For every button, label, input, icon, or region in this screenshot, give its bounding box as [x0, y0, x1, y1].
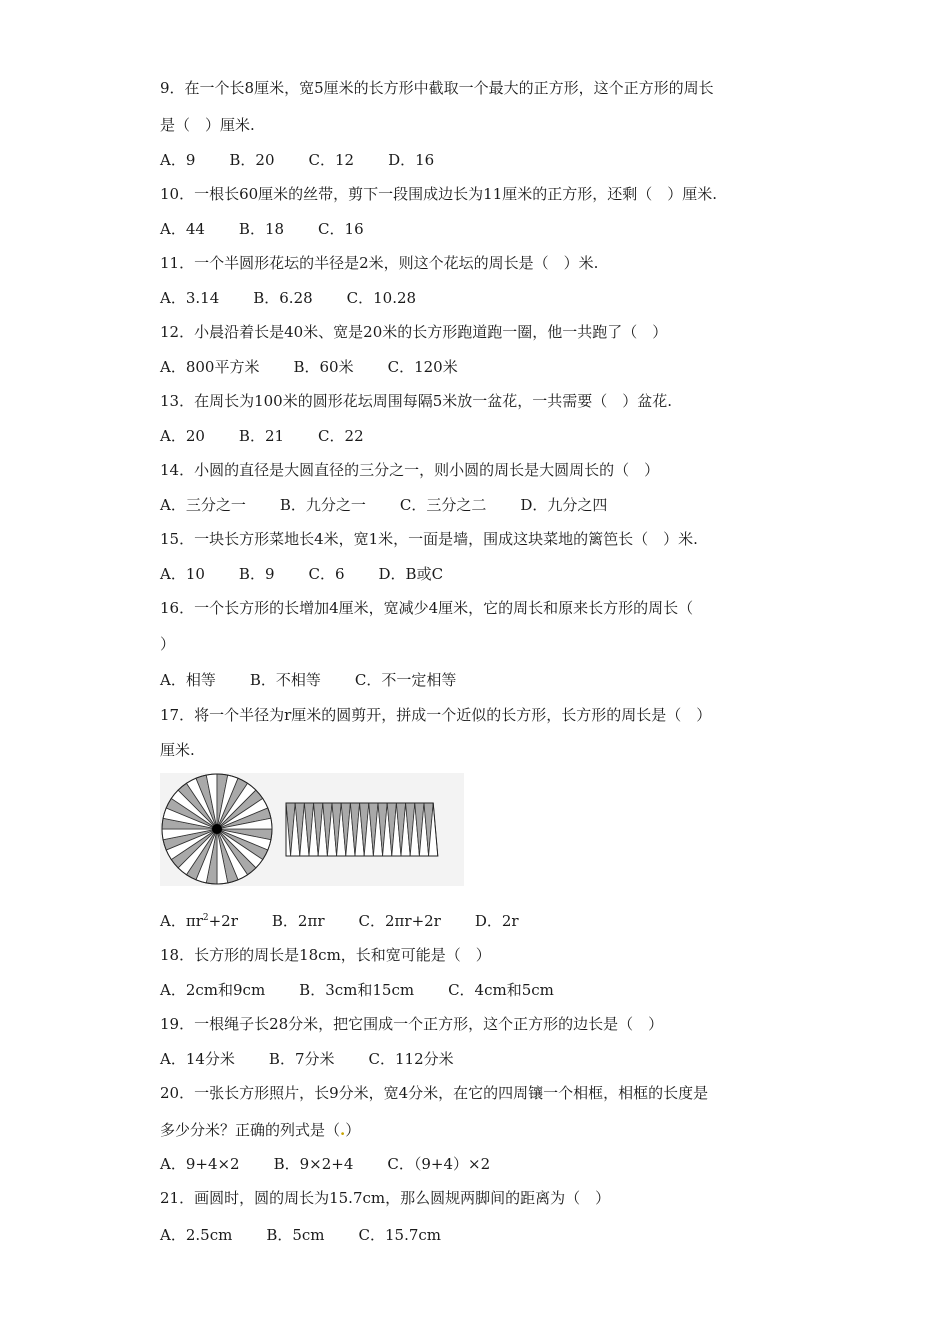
option-b: B．18 [238, 220, 285, 238]
question-9-options [160, 150, 434, 170]
option-c: C．（9+4）×2 [387, 1155, 491, 1173]
option-b: B．九分之一 [279, 496, 366, 514]
question-19-stem: 19．一根绳子长28分米，把它围成一个正方形，这个正方形的边长是（ ） [160, 1015, 664, 1033]
option-a: A．2cm和9cm [160, 981, 266, 999]
question-9-stem-line-1: 9．在一个长8厘米，宽5厘米的长方形中截取一个最大的正方形，这个正方形的周长 [160, 79, 714, 97]
option-d: D．九分之四 [520, 496, 608, 514]
option-a-exponent: 2 [202, 913, 209, 923]
question-10-stem: 10．一根长60厘米的丝带，剪下一段围成边长为11厘米的正方形，还剩（ ）厘米. [160, 185, 718, 203]
question-21-stem: 21．画圆时，圆的周长为15.7cm，那么圆规两脚间的距离为（ ） [160, 1189, 611, 1207]
question-17-stem-line-1: 17．将一个半径为r厘米的圆剪开，拼成一个近似的长方形，长方形的周长是（ ） [160, 706, 712, 724]
option-c: C．112分米 [368, 1050, 454, 1068]
option-a: A．相等 [160, 671, 216, 689]
option-a: A．10 [160, 565, 205, 583]
option-a: A．9+4×2 [160, 1155, 240, 1173]
option-b: B．3cm和15cm [299, 981, 415, 999]
option-a: A．2.5cm [160, 1226, 233, 1244]
option-b: B．21 [238, 427, 285, 445]
question-16-stem-line-2: ） [160, 635, 176, 653]
question-18-stem: 18．长方形的周长是18cm，长和宽可能是（ ） [160, 946, 491, 964]
option-b: B．不相等 [249, 671, 321, 689]
option-a: A．3.14 [160, 289, 220, 307]
question-11-options [160, 288, 416, 308]
question-20-stem-close: ） [345, 1121, 361, 1139]
option-d: D．2r [474, 912, 519, 930]
option-c: C．6 [308, 565, 345, 583]
question-9-stem-line-2: 是（ ）厘米. [160, 116, 255, 134]
option-a-suffix: +2r [208, 912, 238, 930]
option-b: B．20 [229, 151, 275, 169]
question-20-stem-line-1: 20．一张长方形照片，长9分米，宽4分米，在它的四周镶一个相框，相框的长度是 [160, 1084, 709, 1102]
option-a [160, 912, 238, 930]
option-c: C．不一定相等 [354, 671, 457, 689]
circle-center-dot [212, 824, 222, 834]
question-20-stem-line-2 [160, 1120, 360, 1140]
option-c: C．2πr+2r [358, 912, 441, 930]
figure-svg [160, 773, 464, 886]
question-15-options [160, 564, 443, 584]
option-c: C．4cm和5cm [448, 981, 554, 999]
question-13-options [160, 426, 364, 446]
option-c: C．16 [318, 220, 364, 238]
option-b: B．7分米 [268, 1050, 335, 1068]
question-11-stem: 11．一个半圆形花坛的半径是2米，则这个花坛的周长是（ ）米. [160, 254, 599, 272]
question-17-stem-line-2: 厘米. [160, 741, 195, 759]
circle-to-rectangle-figure [160, 773, 464, 886]
option-a: A．44 [160, 220, 205, 238]
option-c: C．10.28 [346, 289, 417, 307]
question-14-stem: 14．小圆的直径是大圆直径的三分之一，则小圆的周长是大圆周长的（ ） [160, 461, 660, 479]
question-17-options [160, 911, 519, 931]
option-a: A．20 [160, 427, 205, 445]
approximate-rectangle [286, 803, 438, 856]
option-a: A．三分之一 [160, 496, 246, 514]
question-16-options [160, 670, 456, 690]
highlight-dot: . [340, 1121, 346, 1139]
option-a: A．800平方米 [160, 358, 260, 376]
option-c: C．22 [318, 427, 364, 445]
option-b: B．9×2+4 [273, 1155, 354, 1173]
option-c: C．三分之二 [399, 496, 487, 514]
option-b: B．2πr [271, 912, 325, 930]
option-d: D．16 [388, 151, 435, 169]
option-b: B．5cm [266, 1226, 325, 1244]
question-14-options [160, 495, 607, 515]
option-a: A．9 [160, 151, 196, 169]
option-b: B．6.28 [253, 289, 313, 307]
option-b: B．60米 [293, 358, 354, 376]
question-18-options [160, 980, 554, 1000]
option-a: A．14分米 [160, 1050, 235, 1068]
option-a-prefix: A．πr [160, 912, 203, 930]
question-20-options [160, 1154, 490, 1174]
question-19-options [160, 1049, 454, 1069]
question-10-options [160, 219, 364, 239]
option-c: C．15.7cm [358, 1226, 442, 1244]
option-c: C．12 [308, 151, 355, 169]
question-21-options [160, 1225, 441, 1245]
question-12-options [160, 357, 458, 377]
question-15-stem: 15．一块长方形菜地长4米，宽1米，一面是墙，围成这块菜地的篱笆长（ ）米. [160, 530, 698, 548]
option-c: C．120米 [387, 358, 458, 376]
question-12-stem: 12．小晨沿着长是40米、宽是20米的长方形跑道跑一圈，他一共跑了（ ） [160, 323, 668, 341]
question-13-stem: 13．在周长为100米的圆形花坛周围每隔5米放一盆花，一共需要（ ）盆花. [160, 392, 673, 410]
option-d: D．B或C [378, 565, 444, 583]
question-16-stem-line-1: 16．一个长方形的长增加4厘米，宽减少4厘米，它的周长和原来长方形的周长（ [160, 599, 694, 617]
question-20-stem-text: 多少分米？正确的列式是（ [160, 1121, 341, 1139]
option-b: B．9 [238, 565, 275, 583]
